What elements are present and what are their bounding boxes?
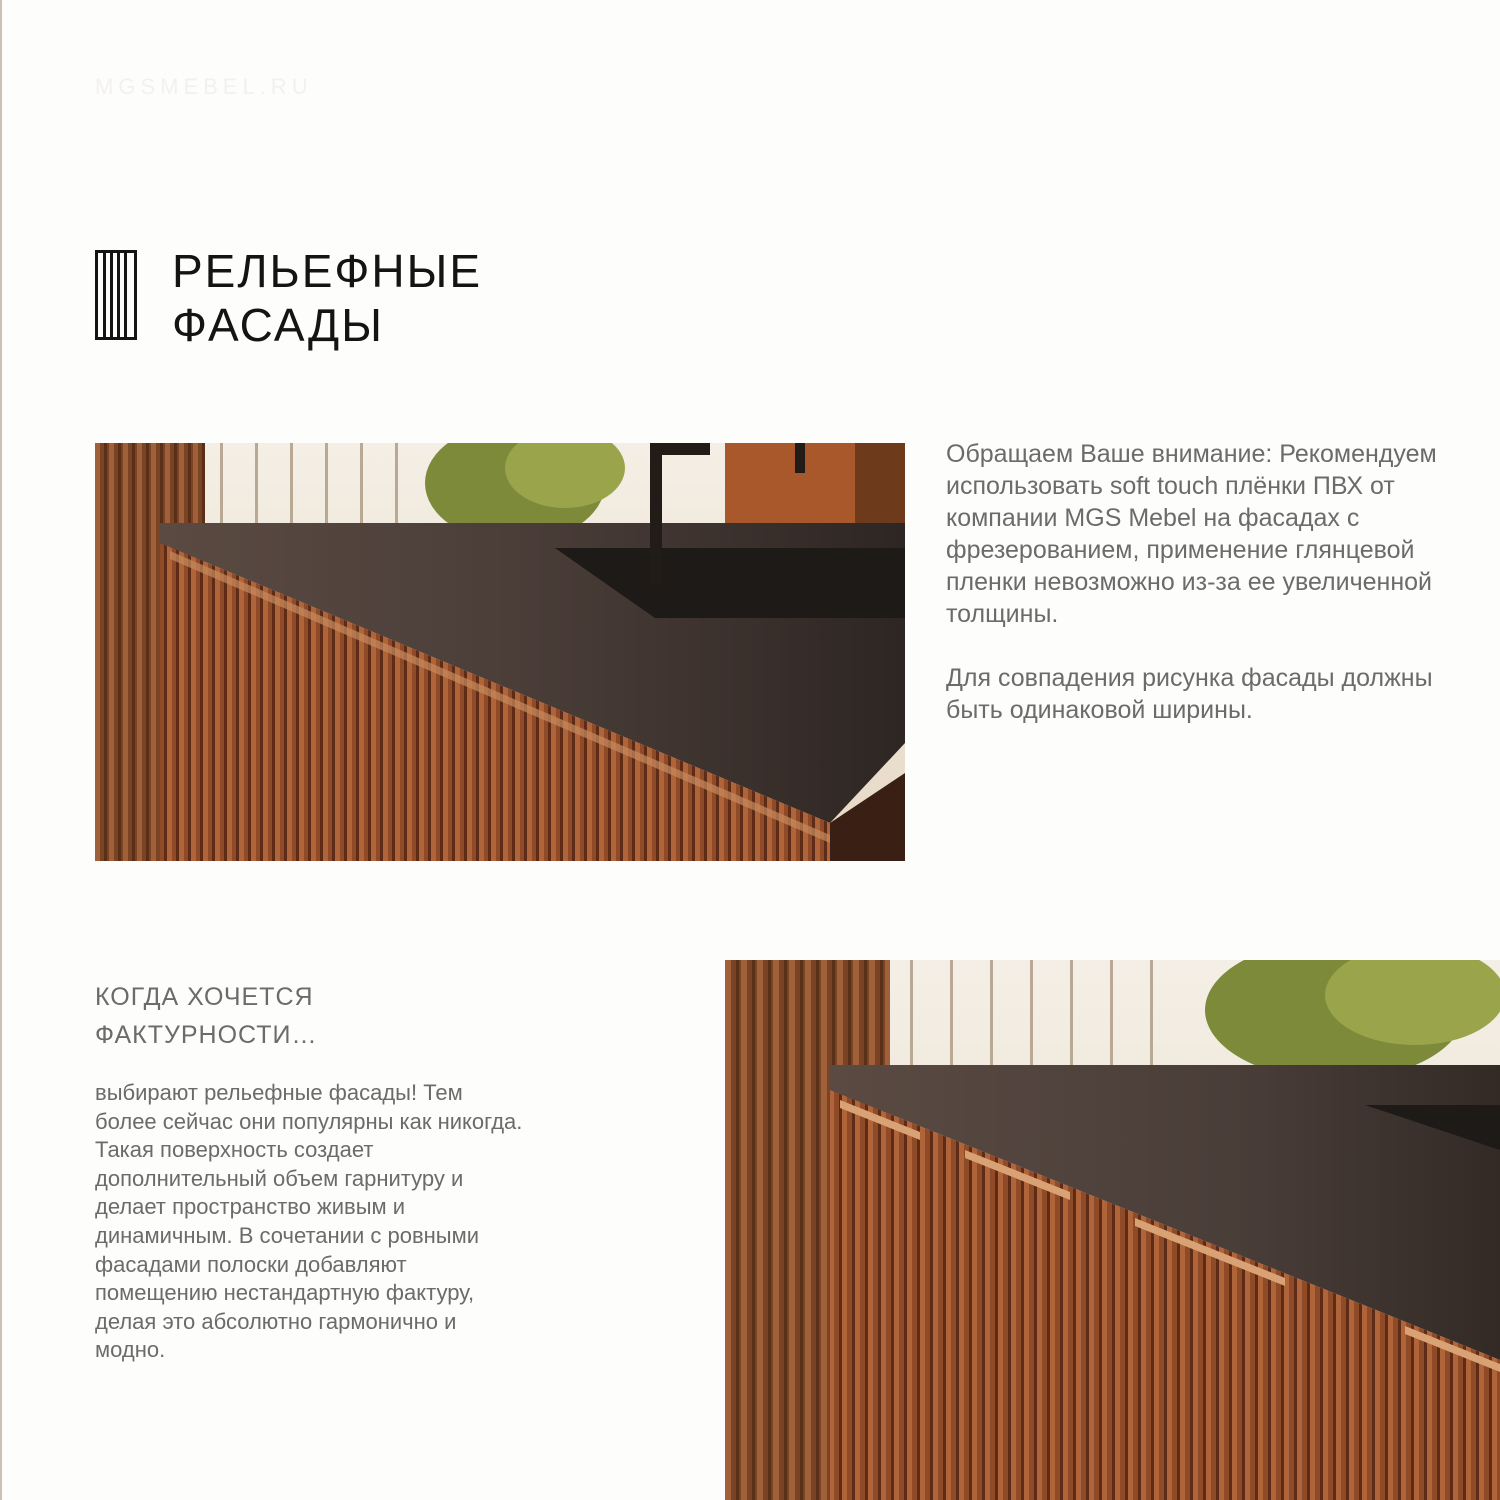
page-title-line-2: ФАСАДЫ bbox=[172, 299, 384, 351]
page-title-line-1: РЕЛЬЕФНЫЕ bbox=[172, 245, 483, 297]
feature-body-text: выбирают рельефные фасады! Тем более сейчас они популярны как никогда. Такая поверхность создает дополнительный объем гарнитуру и делает пространство живым и динамичным. В сочетании с ровными фасадами полоски добавляют помещению нестандартную фактуру, делая это абсолютно гармонично и модно. bbox=[95, 1080, 523, 1363]
notice-paragraph-1: Обращаем Ваше внимание: Рекомендуем использовать soft touch плёнки ПВХ от компании MGS Mebel на фасадах с фрезерованием, применение глянцевой пленки невозможно из-за ее увеличенной толщины. bbox=[946, 440, 1437, 628]
feature-subheading-line-1: КОГДА ХОЧЕТСЯ bbox=[95, 983, 314, 1011]
feature-subheading bbox=[95, 978, 515, 1054]
page-edge bbox=[0, 0, 2, 1500]
notice-text bbox=[946, 438, 1446, 726]
kitchen-island-photo-1 bbox=[95, 443, 905, 861]
notice-paragraph-2: Для совпадения рисунка фасады должны быть одинаковой ширины. bbox=[946, 664, 1433, 724]
page-title bbox=[172, 244, 482, 352]
kitchen-island-photo-2 bbox=[725, 960, 1500, 1500]
watermark: MGSMEBEL.RU bbox=[95, 74, 313, 99]
vertical-slats-icon bbox=[95, 250, 137, 340]
feature-subheading-line-2: ФАКТУРНОСТИ… bbox=[95, 1021, 318, 1049]
